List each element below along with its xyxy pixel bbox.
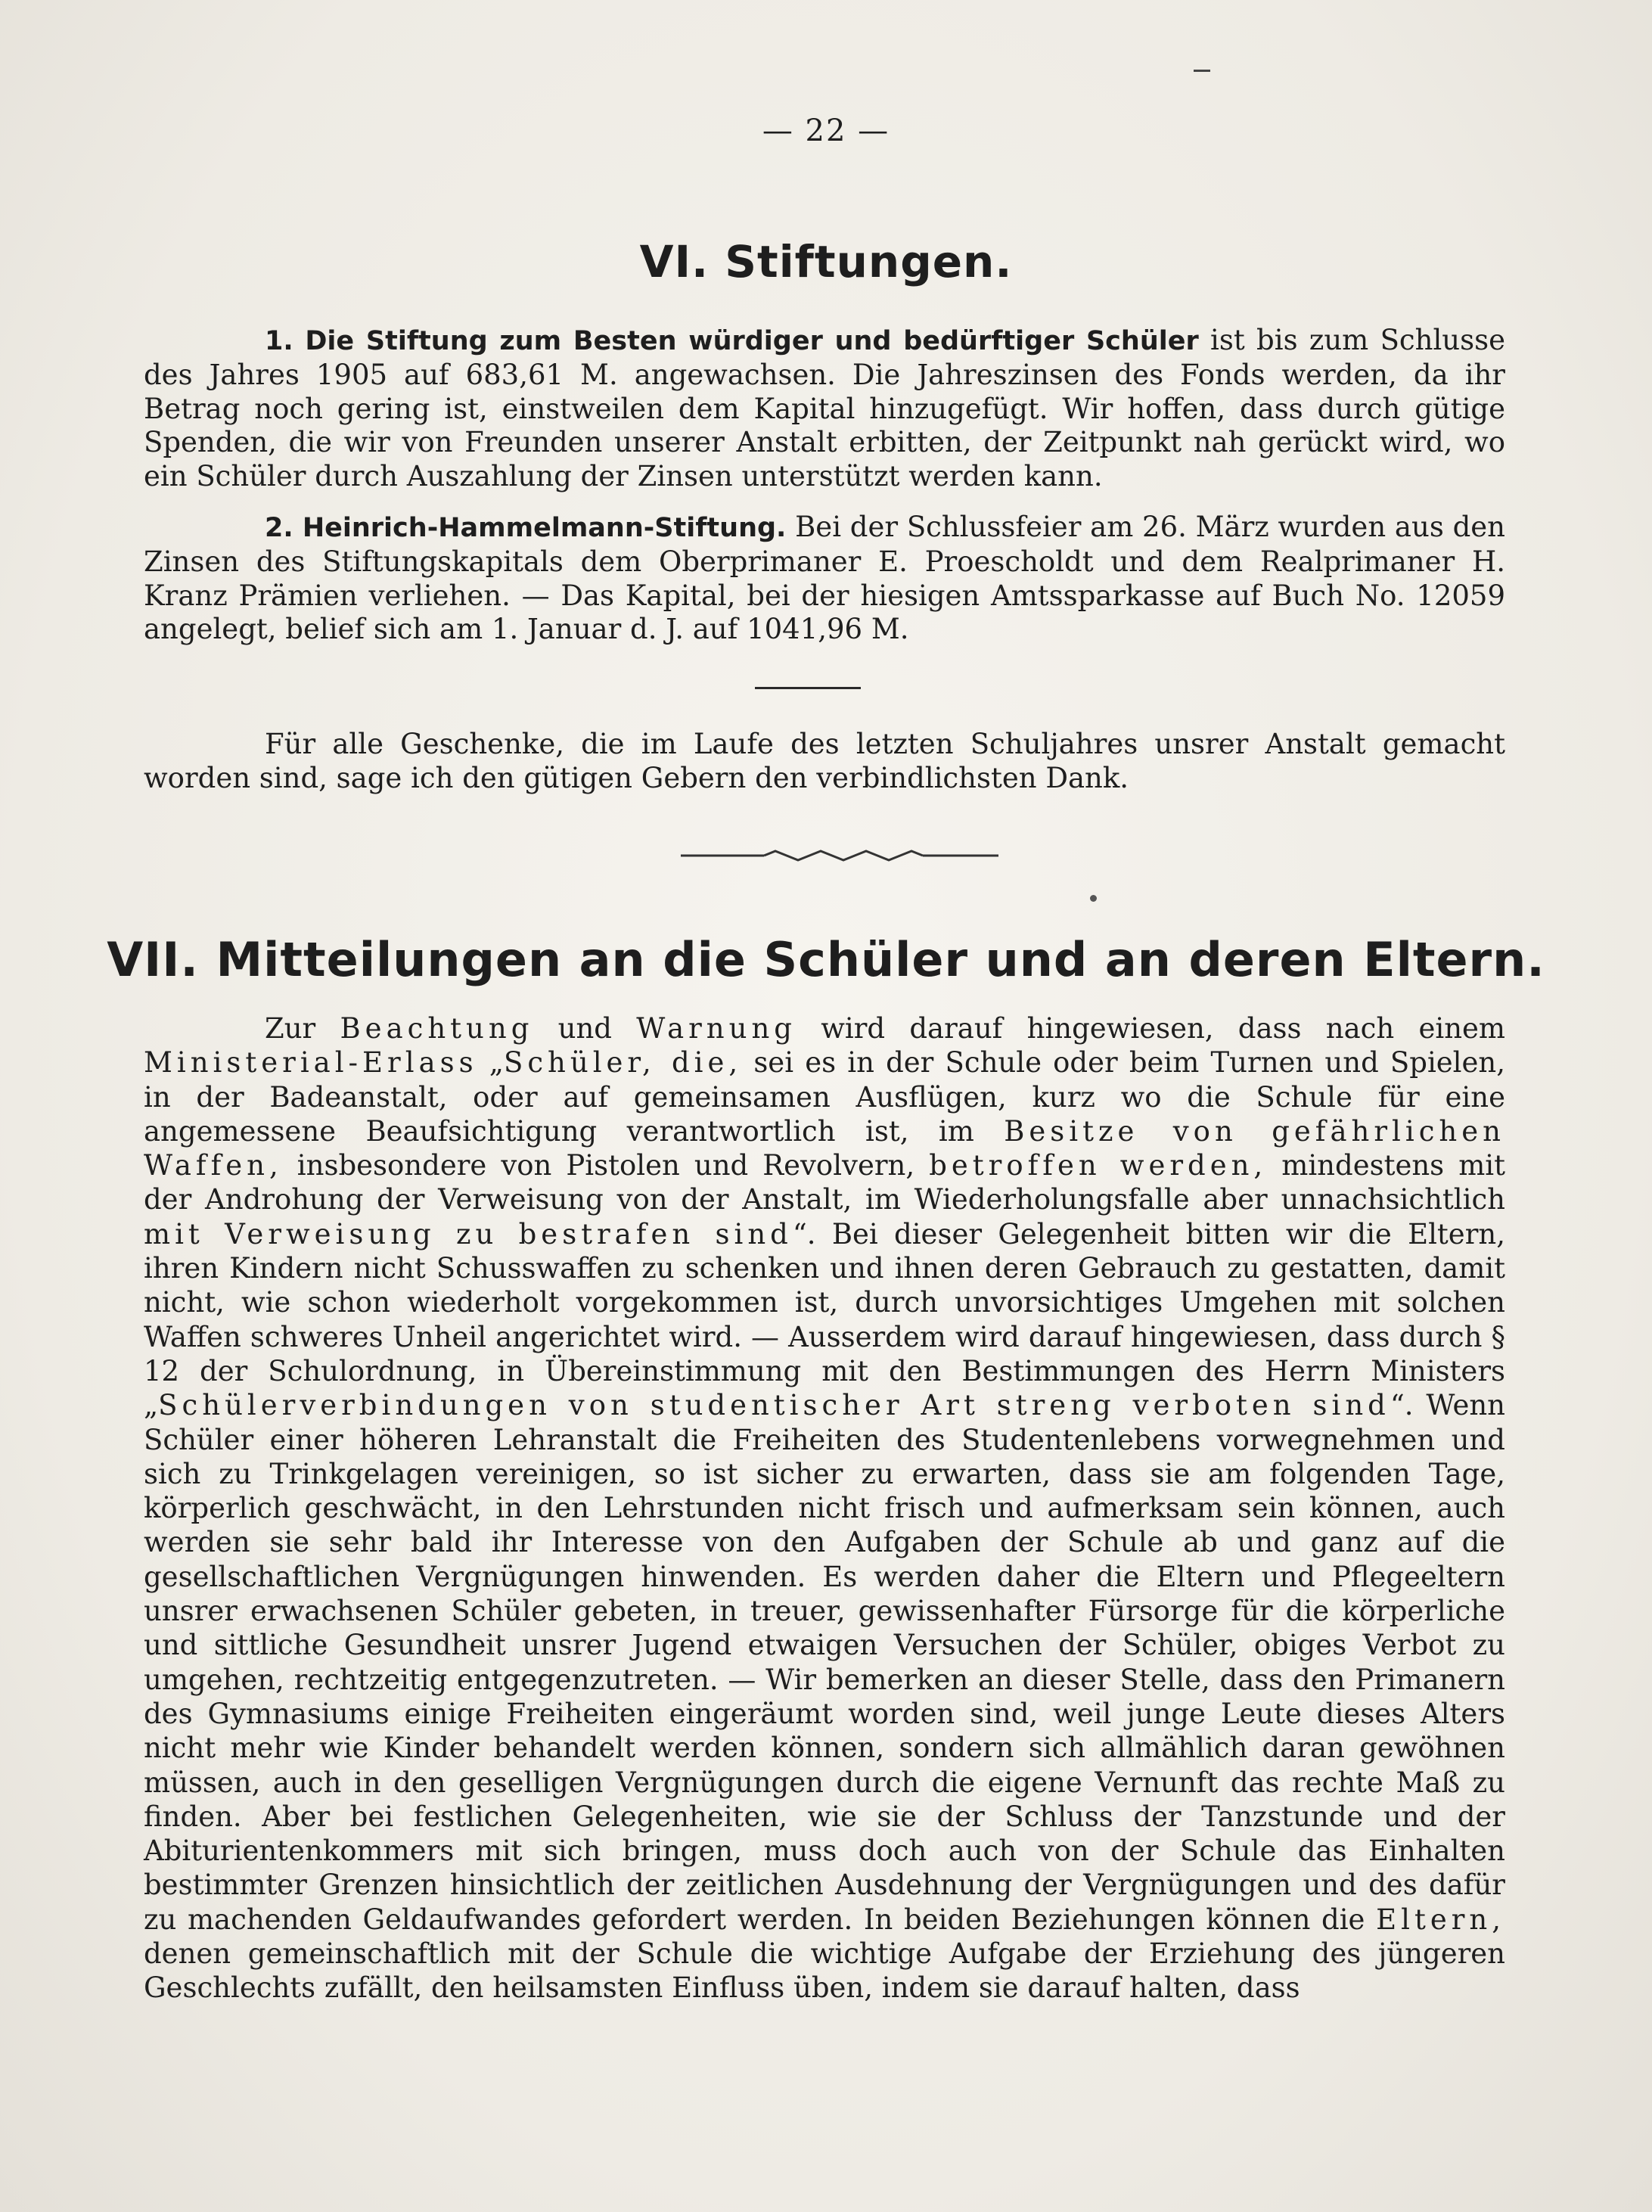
section-heading-stiftungen: VI. Stiftungen. bbox=[639, 236, 1013, 287]
text-run: und bbox=[533, 1012, 637, 1045]
paragraph-lead: 2. Heinrich-Hammelmann-Stiftung. bbox=[265, 513, 787, 543]
spaced-text: Beachtung bbox=[340, 1012, 534, 1045]
text-run: “. Wenn Schüler einer höheren Lehranstalt die Freiheiten des Studentenlebens vorwegnehmen und sich zu Trinkgelagen vereinigen, so ist sicher zu erwarten, dass sie am folgenden Tage, körperlich geschwächt, in den Lehrstunden nicht frisch und aufmerksam sein können, auch werden sie sehr bald ihr Interesse von den Aufgaben der Schule ab und ganz auf die gesellschaftlichen Vergnügungen hinwenden. Es werden daher die Eltern und Pflegeeltern unsrer erwachsenen Schüler gebeten, in treuer, gewissenhafter Fürsorge für die körperliche und sittliche Gesundheit unsrer Jugend etwaigen Versuchen der Schüler, obiges Verbot zu umgehen, rechtzeitig entgegenzutreten. — Wir bemerken an dieser Stelle, dass den Primanern des Gymnasiums einige Freiheiten eingeräumt worden sind, weil junge Leute dieses Alters nicht mehr wie Kinder behandelt werden können, sondern sich allmählich daran gewöhnen müssen, auch in den geselligen Vergnügungen durch die eigene Vernunft das rechte Maß zu finden. Aber bei festlichen Gelegenheiten, wie sie der Schluss der Tanzstunde und der Abiturientenkommers mit sich bringen, muss doch auch von der Schule das Einhalten bestimmter Grenzen hinsichtlich der zeitlichen Ausdehnung der Vergnügungen und des dafür zu machenden Geldaufwandes gefordert werden. In beiden Beziehungen können die bbox=[144, 1389, 1506, 1936]
spaced-text: Warnung bbox=[636, 1012, 796, 1045]
paragraph-stiftung-2 bbox=[144, 511, 1505, 647]
spaced-text: Schüler, die, bbox=[503, 1046, 743, 1080]
short-divider bbox=[755, 687, 861, 689]
paragraph-lead: 1. Die Stiftung zum Besten würdiger und bedürftiger Schüler bbox=[265, 326, 1199, 356]
text-run: sei es in der Schule oder beim Turnen und Spielen, in der Badeanstalt, oder auf gemeinsamen Ausflügen, kurz wo die Schule für eine angemessene Beaufsichtigung verantwortlich ist, im bbox=[144, 1046, 1506, 1148]
text-run: insbesondere von Pistolen und Revolvern, bbox=[282, 1149, 930, 1182]
text-run: mindestens mit der Androhung der Verweisung von der Anstalt, im Wiederholungsfalle aber unnachsichtlich bbox=[144, 1149, 1505, 1216]
spaced-text: mit Verweisung zu bestrafen sind bbox=[144, 1217, 793, 1250]
page-number: — 22 — bbox=[762, 113, 890, 148]
text-run: „ bbox=[477, 1046, 504, 1080]
printer-mark bbox=[1194, 70, 1210, 72]
paragraph-text: ist bis zum Schlusse des Jahres 1905 auf 683,61 M. angewachsen. Die Jahreszinsen des Fonds werden, da ihr Betrag noch gering ist, einstweilen dem Kapital hinzugefügt. Wir hoffen, dass durch gütige Spenden, die wir von Freunden unserer Anstalt erbitten, der Zeitpunkt nah gerückt wird, wo ein Schüler durch Auszahlung der Zinsen unterstützt werden kann. bbox=[144, 324, 1506, 493]
paragraph-mitteilungen bbox=[144, 1011, 1505, 2005]
text-run: denen gemeinschaftlich mit der Schule die wichtige Aufgabe der Erziehung des jüngeren Geschlechts zufällt, den heilsamsten Einfluss üben, indem sie darauf halten, dass bbox=[144, 1937, 1505, 2005]
section-heading-mitteilungen: VII. Mitteilungen an die Schüler und an deren Eltern. bbox=[107, 932, 1545, 987]
spaced-text: Ministerial-Erlass bbox=[144, 1046, 478, 1080]
text-run: “. Bei dieser Gelegenheit bitten wir die Eltern, ihren Kindern nicht Schusswaffen zu schenken und ihnen deren Gebrauch zu gestatten, damit nicht, wie schon wiederholt vorgekommen ist, durch unvorsichtiges Umgehen mit solchen Waffen schweres Unheil angerichtet wird. — Ausserdem wird darauf hingewiesen, dass durch § 12 der Schulordnung, in Übereinstimmung mit den Bestimmungen des Herrn Ministers „ bbox=[144, 1217, 1505, 1422]
spaced-text: betroffen werden, bbox=[929, 1149, 1268, 1182]
spaced-text: Schülerverbindungen von studentischer Art streng verboten sind bbox=[158, 1389, 1390, 1422]
spaced-text: Eltern, bbox=[1376, 1903, 1505, 1936]
ink-dot bbox=[1090, 895, 1097, 902]
text-run: Zur bbox=[265, 1012, 340, 1045]
wave-ornament bbox=[681, 846, 998, 865]
paragraph-thanks: Für alle Geschenke, die im Laufe des letzten Schuljahres unsrer Anstalt gemacht worden sind, sage ich den gütigen Gebern den verbindlichsten Dank. bbox=[144, 728, 1505, 794]
paragraph-text: Bei der Schlussfeier am 26. März wurden aus den Zinsen des Stiftungskapitals dem Oberprimaner E. Proescholdt und dem Realprimaner H. Kranz Prämien verliehen. — Das Kapital, bei der hiesigen Amtssparkasse auf Buch No. 12059 angelegt, belief sich am 1. Januar d. J. auf 1041,96 M. bbox=[144, 511, 1505, 646]
paragraph-stiftung-1 bbox=[144, 324, 1505, 494]
spaced-text: Besitze von gefährlichen Waffen, bbox=[144, 1114, 1505, 1182]
text-run: wird darauf hingewiesen, dass nach einem bbox=[796, 1012, 1505, 1045]
